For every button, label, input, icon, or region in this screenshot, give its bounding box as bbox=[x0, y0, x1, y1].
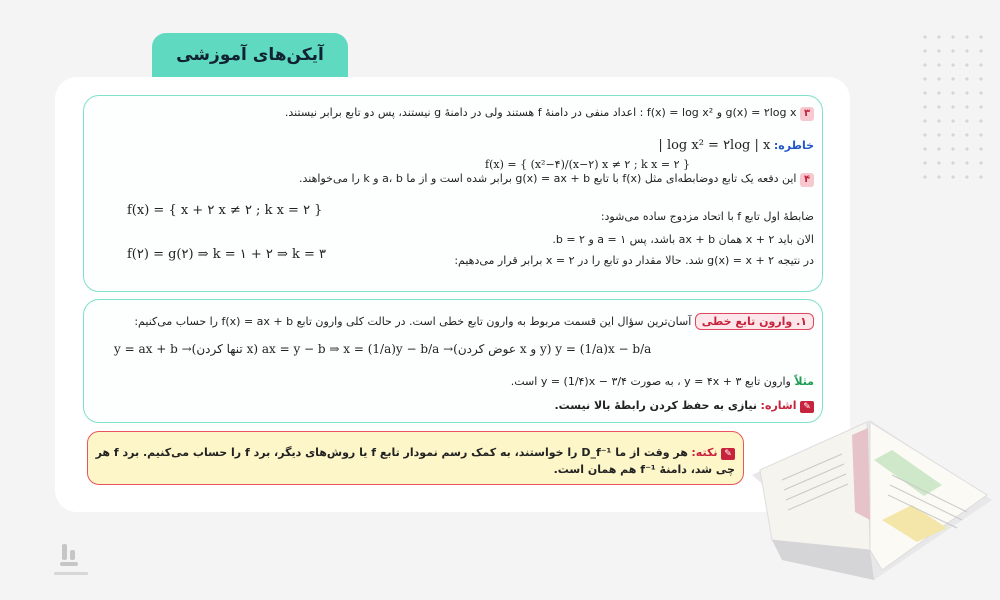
memory-formula: log x² = ۲log | x | bbox=[658, 138, 771, 153]
memory-line bbox=[414, 138, 814, 153]
hint-icon: ✎ bbox=[800, 401, 814, 413]
dot-pattern bbox=[918, 30, 988, 180]
note-line bbox=[95, 444, 735, 478]
f-simplified-definition: f(x) = { x + ۲ x ≠ ۲ ; k x = ۲ } bbox=[127, 203, 323, 218]
section2-intro: آسان‌ترین سؤال این قسمت مربوط به وارون تابع خطی است. در حالت کلی وارون تابع f(x) = ax + b را حساب می‌کنیم: bbox=[134, 315, 692, 328]
f-equals-g-equation: f(۲) = g(۲) ⇒ k = ۱ + ۲ ⇒ k = ۳ bbox=[127, 247, 327, 262]
hint-label: اشاره: bbox=[760, 399, 797, 412]
item4-number: ۴ bbox=[800, 173, 814, 187]
hint-text: نیازی به حفظ کردن رابطهٔ بالا نیست. bbox=[554, 399, 758, 412]
line-b: الان باید x + ۲ همان ax + b باشد، پس a = ۱ و b = ۲. bbox=[552, 233, 814, 246]
line-c: در نتیجه g(x) = x + ۲ شد. حالا مقدار دو تابع را در x = ۲ برابر قرار می‌دهیم: bbox=[454, 254, 814, 267]
item3-number: ۳ bbox=[800, 107, 814, 121]
publisher-logo-icon bbox=[52, 540, 92, 580]
example-label: مثلاً bbox=[794, 375, 814, 388]
line-a: ضابطهٔ اول تابع f با اتحاد مزدوج ساده می‌شود: bbox=[600, 210, 814, 223]
note-icon: ✎ bbox=[721, 448, 735, 460]
linear-inverse-tag: ۱. وارون تابع خطی bbox=[695, 313, 814, 330]
section-tab-title: آیکن‌های آموزشی bbox=[152, 33, 348, 77]
note-label: نکته: bbox=[691, 446, 718, 459]
piecewise-f-definition: f(x) = { (x²−۴)/(x−۲) x ≠ ۲ ; k x = ۲ } bbox=[485, 158, 690, 171]
note-text: هر وقت از ما D_f⁻¹ را خواستند، به کمک رسم نمودار تابع f یا روش‌های دیگر، برد f را حساب می‌کنیم. برد f هر چی شد، دامنهٔ f⁻¹ هم همان است. bbox=[95, 446, 735, 476]
item4-text: این دفعه یک تابع دوضابطه‌ای مثل f(x) با تابع g(x) = ax + b برابر شده است و از ما a، b و k را می‌خواهند. bbox=[299, 172, 797, 185]
memory-label: خاطره: bbox=[773, 139, 814, 152]
example-text: وارون تابع y = ۴x + ۳ ، به صورت y = (1/۴)x − ۳/۴ است. bbox=[510, 375, 791, 388]
item3-line bbox=[214, 106, 814, 121]
item4-line bbox=[194, 172, 814, 187]
example-line bbox=[414, 375, 814, 388]
inverse-derivation: y = ax + b →(تنها کردن x) ax = y − b ⇒ x = (1/a)y − b/a →(عوض کردن x و y) y = (1/a)x − b/a bbox=[114, 342, 652, 356]
book-cover-image bbox=[742, 400, 997, 600]
section2-intro-line bbox=[134, 313, 814, 330]
item3-text: g(x) = ۲log x و f(x) = log x² : اعداد منفی در دامنهٔ f هستند ولی در دامنهٔ g نیستند، پس دو تابع برابر نیستند. bbox=[284, 106, 797, 119]
